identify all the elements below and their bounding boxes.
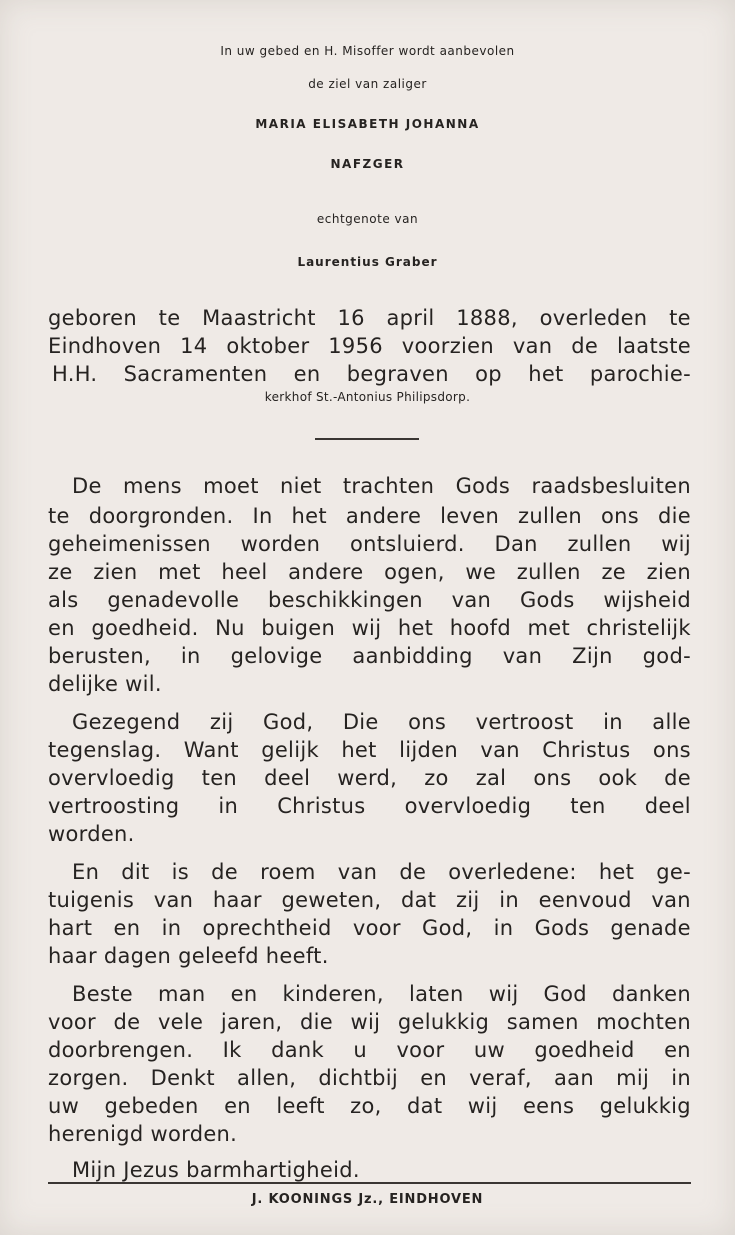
paragraph-line: Beste man en kinderen, laten wij God danken [72, 982, 691, 1006]
paragraph-line: Gezegend zij God, Die ons vertroost in alle [72, 710, 691, 734]
paragraph-line: tegenslag. Want gelijk het lijden van Christus ons [48, 738, 691, 762]
paragraph-line: overvloedig ten deel werd, zo zal ons ook de [48, 766, 691, 790]
bio-line: geboren te Maastricht 16 april 1888, overleden te [48, 306, 691, 330]
paragraph-line: delijke wil. [48, 672, 162, 696]
deceased-name-line-2: NAFZGER [330, 157, 405, 171]
paragraph-line: ze zien met heel andere ogen, we zullen ze zien [48, 560, 691, 584]
paragraph-line: berusten, in gelovige aanbidding van Zijn god- [48, 644, 691, 668]
bio-line: H.H. Sacramenten en begraven op het parochie- [52, 362, 691, 386]
spouse-label: echtgenote van [316, 212, 419, 226]
paragraph-line: doorbrengen. Ik dank u voor uw goedheid en [48, 1038, 691, 1062]
divider-line [315, 438, 419, 440]
paragraph-line: En dit is de roem van de overledene: het ge- [72, 860, 691, 884]
paragraph-line: zorgen. Denkt allen, dichtbij en veraf, aan mij in [48, 1066, 691, 1090]
paragraph-line: en goedheid. Nu buigen wij het hoofd met christelijk [48, 616, 691, 640]
paragraph-line: hart en in oprechtheid voor God, in Gods genade [48, 916, 691, 940]
intro-line-1: In uw gebed en H. Misoffer wordt aanbevolen [220, 44, 515, 58]
paragraph-line: te doorgronden. In het andere leven zullen ons die [48, 504, 691, 528]
paragraph-line: vertroosting in Christus overvloedig ten deel [48, 794, 691, 818]
printer-credit: J. KOONINGS Jz., EINDHOVEN [251, 1192, 484, 1207]
paragraph-line: herenigd worden. [48, 1122, 238, 1146]
paragraph-line: haar dagen geleefd heeft. [48, 944, 329, 968]
intro-line-2: de ziel van zaliger [308, 77, 427, 91]
paragraph-line: De mens moet niet trachten Gods raadsbesluiten [72, 474, 691, 498]
paragraph-line: uw gebeden en leeft zo, dat wij eens gelukkig [48, 1094, 691, 1118]
deceased-name-line-1: MARIA ELISABETH JOHANNA [255, 117, 480, 131]
paragraph-line: als genadevolle beschikkingen van Gods wijsheid [48, 588, 691, 612]
bio-line: kerkhof St.-Antonius Philipsdorp. [264, 390, 471, 404]
paragraph-line: geheimenissen worden ontsluierd. Dan zullen wij [48, 532, 691, 556]
paragraph-line: worden. [48, 822, 135, 846]
footer-rule [48, 1182, 691, 1184]
paragraph-line: voor de vele jaren, die wij gelukkig samen mochten [48, 1010, 691, 1034]
paragraph-line: tuigenis van haar geweten, dat zij in eenvoud van [48, 888, 691, 912]
closing-prayer: Mijn Jezus barmhartigheid. [72, 1158, 360, 1182]
bio-line: Eindhoven 14 oktober 1956 voorzien van de laatste [48, 334, 691, 358]
spouse-name: Laurentius Graber [297, 255, 438, 269]
